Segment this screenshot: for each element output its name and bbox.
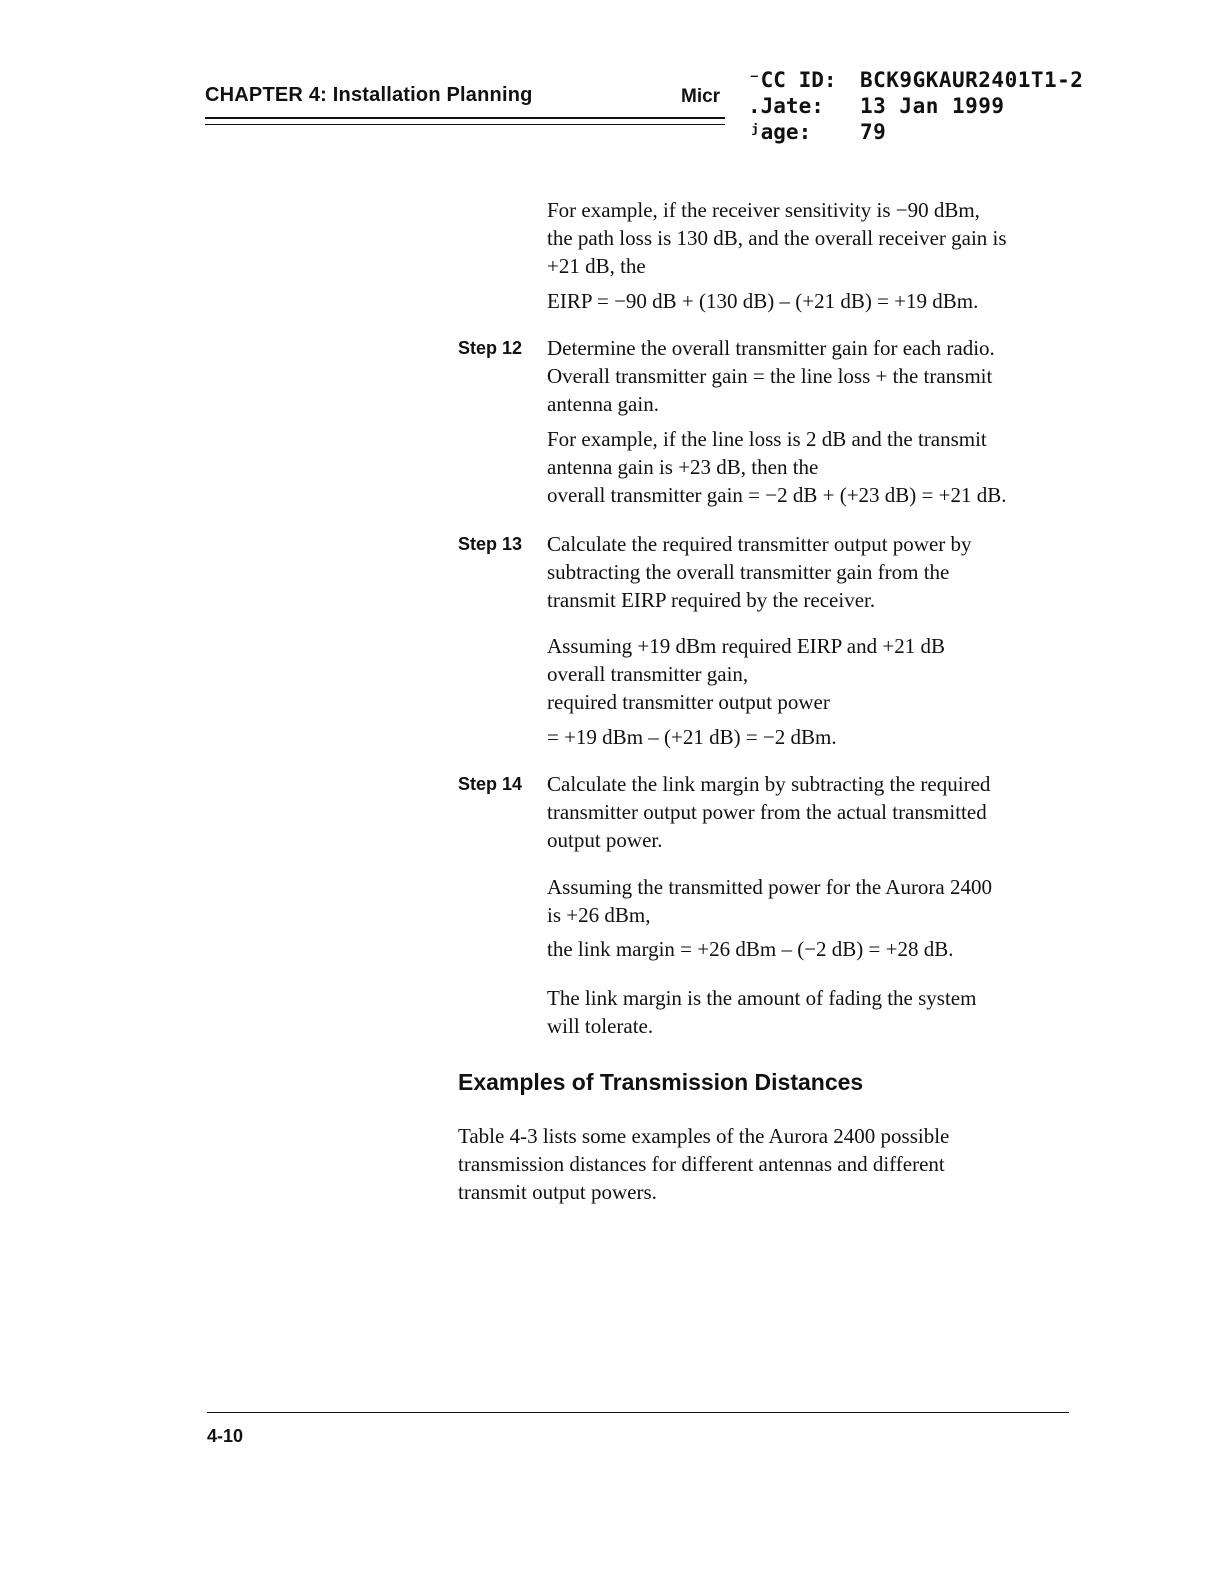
step-14-formula: the link margin = +26 dBm – (−2 dB) = +28 dB. <box>547 937 954 961</box>
date-value: 13 Jan 1999 <box>860 94 1005 118</box>
text-line: The link margin is the amount of fading the system <box>547 986 977 1010</box>
step-13-example <box>547 632 1087 716</box>
text-line: Assuming the transmitted power for the Aurora 2400 <box>547 875 992 899</box>
text-line: Table 4-3 lists some examples of the Aurora 2400 possible <box>458 1124 950 1148</box>
text-line: subtracting the overall transmitter gain from the <box>547 560 950 584</box>
step-12-text <box>547 334 1087 418</box>
step-14-example <box>547 873 1087 929</box>
page-label: ʲage: <box>748 120 812 144</box>
text-line: output power. <box>547 828 663 852</box>
text-line: For example, if the line loss is 2 dB and the transmit <box>547 427 987 451</box>
chapter-title: CHAPTER 4: Installation Planning <box>205 84 533 106</box>
text-line: will tolerate. <box>547 1014 654 1038</box>
section-heading: Examples of Transmission Distances <box>458 1069 864 1095</box>
text-line: Assuming +19 dBm required EIRP and +21 dB <box>547 634 945 658</box>
step-14-note <box>547 984 1087 1040</box>
step-12-example <box>547 425 1107 509</box>
text-line: the path loss is 130 dB, and the overall receiver gain is <box>547 226 1007 250</box>
step-14-label: Step 14 <box>458 774 523 794</box>
text-line: Calculate the required transmitter output power by <box>547 532 972 556</box>
date-label: .Jate: <box>748 94 824 118</box>
intro-paragraph <box>547 196 1087 280</box>
step-13-text <box>547 530 1087 614</box>
text-line: overall transmitter gain, <box>547 662 749 686</box>
text-line: Overall transmitter gain = the line loss + the transmit <box>547 364 993 388</box>
fcc-id-label: ⁻CC ID: <box>748 68 837 92</box>
section-paragraph <box>458 1122 1078 1206</box>
text-line: transmit output powers. <box>458 1180 657 1204</box>
text-line: overall transmitter gain = −2 dB + (+23 dB) = +21 dB. <box>547 483 1007 507</box>
page-number: 4-10 <box>207 1426 244 1446</box>
text-line: required transmitter output power <box>547 690 830 714</box>
intro-formula: EIRP = −90 dB + (130 dB) – (+21 dB) = +19 dBm. <box>547 289 979 313</box>
header-fragment: Micr <box>681 86 721 107</box>
header-rule-bottom <box>205 124 725 125</box>
fcc-id-value: BCK9GKAUR2401T1-2 <box>860 68 1084 92</box>
text-line: For example, if the receiver sensitivity is −90 dBm, <box>547 198 980 222</box>
footer-rule <box>207 1412 1069 1413</box>
text-line: antenna gain is +23 dB, then the <box>547 455 819 479</box>
step-14-text <box>547 770 1087 854</box>
text-line: transmitter output power from the actual transmitted <box>547 800 987 824</box>
step-12-label: Step 12 <box>458 338 523 358</box>
step-13-label: Step 13 <box>458 534 523 554</box>
text-line: Determine the overall transmitter gain for each radio. <box>547 336 995 360</box>
header-rule-top <box>205 117 725 119</box>
step-13-formula: = +19 dBm – (+21 dB) = −2 dBm. <box>547 725 837 749</box>
text-line: Calculate the link margin by subtracting the required <box>547 772 991 796</box>
text-line: transmission distances for different antennas and different <box>458 1152 945 1176</box>
text-line: antenna gain. <box>547 392 659 416</box>
text-line: transmit EIRP required by the receiver. <box>547 588 876 612</box>
text-line: is +26 dBm, <box>547 903 651 927</box>
page-value: 79 <box>860 120 887 144</box>
text-line: +21 dB, the <box>547 254 646 278</box>
